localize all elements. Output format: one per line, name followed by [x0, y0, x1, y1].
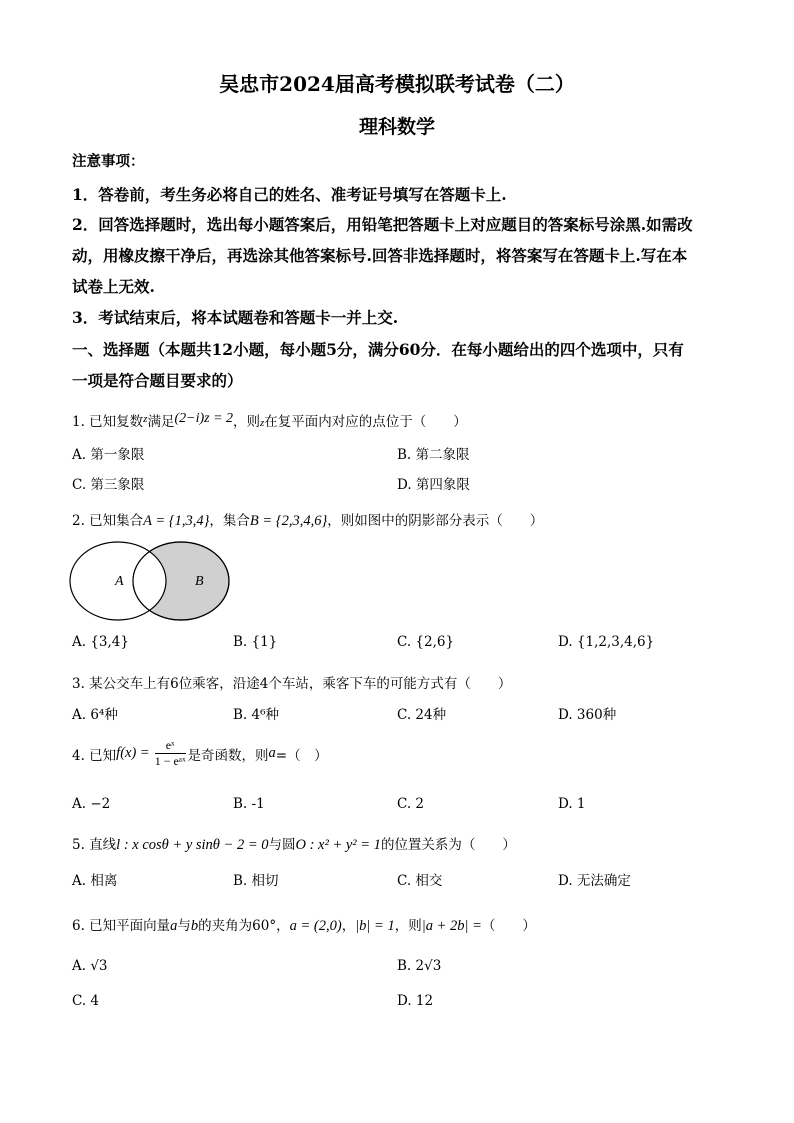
q3-option-d: D. 360种: [558, 707, 617, 723]
q4-option-b: B. -1: [233, 796, 265, 812]
q1-option-c: C. 第三象限: [72, 477, 145, 493]
q1-var-z: z: [143, 413, 148, 425]
q5-text-b: 与圆: [268, 837, 296, 853]
q5-circle-equation: O : x² + y² = 1: [295, 837, 381, 853]
section-heading-line-2: 一项是符合题目要求的）: [72, 371, 243, 390]
q5-option-a: A. 相离: [72, 873, 118, 889]
question-4-stem: [72, 738, 328, 769]
q2-option-d: D. {1,2,3,4,6}: [558, 634, 655, 650]
q1-equation: (2−i)z = 2: [174, 411, 234, 426]
q4-var-a: a: [268, 745, 276, 761]
q5-option-b: B. 相切: [233, 873, 279, 889]
section-heading-line-1: 一、选择题（本题共12小题，每小题5分，满分60分．在每小题给出的四个选项中，只有: [72, 340, 684, 359]
q6-sep-1: ，: [341, 918, 356, 934]
q4-option-a: A. −2: [72, 796, 111, 812]
q2-option-b: B. {1}: [233, 634, 278, 650]
q6-option-c: C. 4: [72, 993, 100, 1009]
notice-line-3: 3．考试结束后，将本试题卷和答题卡一并上交.: [72, 308, 399, 327]
q6-option-a: A. √3: [72, 958, 108, 974]
q6-vector-b-norm: |b| = 1: [355, 918, 395, 934]
q3-option-c: C. 24种: [397, 707, 447, 723]
q5-option-d: D. 无法确定: [558, 873, 631, 889]
q4-function: f(x) =: [116, 745, 150, 761]
q1-var-z2: z: [260, 417, 265, 429]
q2-text-b: ，集合: [209, 513, 250, 529]
q1-option-d: D. 第四象限: [397, 477, 470, 493]
page-subtitle: 理科数学: [358, 116, 435, 138]
q6-query-expression: |a + 2b| =: [421, 918, 482, 934]
question-5-stem: [72, 833, 516, 854]
question-2-stem: [72, 509, 543, 530]
q4-text-a: 4. 已知: [72, 747, 117, 764]
q4-option-c: C. 2: [397, 796, 425, 812]
q5-text-c: 的位置关系为（ ）: [380, 837, 516, 853]
question-6-stem: [72, 914, 536, 935]
notice-heading: 注意事项：: [72, 153, 145, 170]
q6-text-d: （ ）: [481, 918, 536, 934]
q1-text-b: 满足: [147, 414, 175, 430]
q2-text-a: 2. 已知集合: [72, 513, 144, 529]
q2-set-a: A = {1,3,4}: [143, 513, 210, 529]
q4-text-b: 是奇函数，则: [187, 747, 269, 764]
notice-line-2b: 动，用橡皮擦干净后，再选涂其他答案标号.回答非选择题时，将答案写在答题卡上.写在本: [72, 246, 688, 265]
q1-option-a: A. 第一象限: [72, 447, 145, 463]
q2-set-b: B = {2,3,4,6}: [249, 513, 328, 529]
q6-text-b: 与: [177, 918, 191, 934]
q6-vector-a: a: [170, 918, 178, 934]
q2-text-c: ，则如图中的阴影部分表示（ ）: [327, 513, 544, 529]
q5-option-c: C. 相交: [397, 873, 443, 889]
q1-text-d: 在复平面内对应的点位于（ ）: [264, 414, 467, 430]
q2-option-a: A. {3,4}: [72, 634, 129, 650]
q3-option-a: A. 6⁴种: [72, 707, 118, 723]
q4-option-d: D. 1: [558, 796, 586, 812]
q1-text-c: ，则: [233, 414, 261, 430]
q1-option-b: B. 第二象限: [397, 447, 470, 463]
q1-text-a: 1. 已知复数: [72, 414, 144, 430]
venn-diagram: [68, 538, 234, 624]
question-3-stem: 3. 某公交车上有6位乘客，沿途4个车站，乘客下车的可能方式有（ ）: [72, 676, 512, 692]
venn-label-b: B: [195, 574, 204, 589]
notice-line-2c: 试卷上无效.: [72, 277, 155, 296]
notice-line-1: 1．答卷前，考生务必将自己的姓名、准考证号填写在答题卡上.: [72, 185, 507, 204]
q2-option-c: C. {2,6}: [397, 634, 455, 650]
q6-sep-2: ，则: [394, 918, 422, 934]
q4-text-c: =（ ）: [275, 747, 328, 764]
q6-text-a: 6. 已知平面向量: [72, 918, 171, 934]
q4-fraction: [155, 738, 186, 769]
q5-text-a: 5. 直线: [72, 837, 117, 853]
venn-label-a: A: [115, 574, 124, 589]
q6-option-d: D. 12: [397, 993, 434, 1009]
q6-vector-a-value: a = (2,0): [289, 918, 342, 934]
q5-line-equation: l : x cosθ + y sinθ − 2 = 0: [116, 837, 269, 853]
question-1-stem: [72, 410, 467, 430]
q6-vector-b: b: [190, 918, 199, 934]
q4-numerator: eˣ: [165, 738, 175, 752]
page-title: 吴忠市2024届高考模拟联考试卷（二）: [219, 72, 575, 96]
q4-denominator: 1 − eᵃˣ: [154, 754, 186, 768]
q6-text-c: 的夹角为60°，: [198, 918, 290, 934]
q3-option-b: B. 4⁶种: [233, 707, 280, 723]
notice-line-2a: 2．回答选择题时，选出每小题答案后，用铅笔把答题卡上对应题目的答案标号涂黑.如需改: [72, 215, 693, 234]
q6-option-b: B. 2√3: [397, 958, 442, 974]
